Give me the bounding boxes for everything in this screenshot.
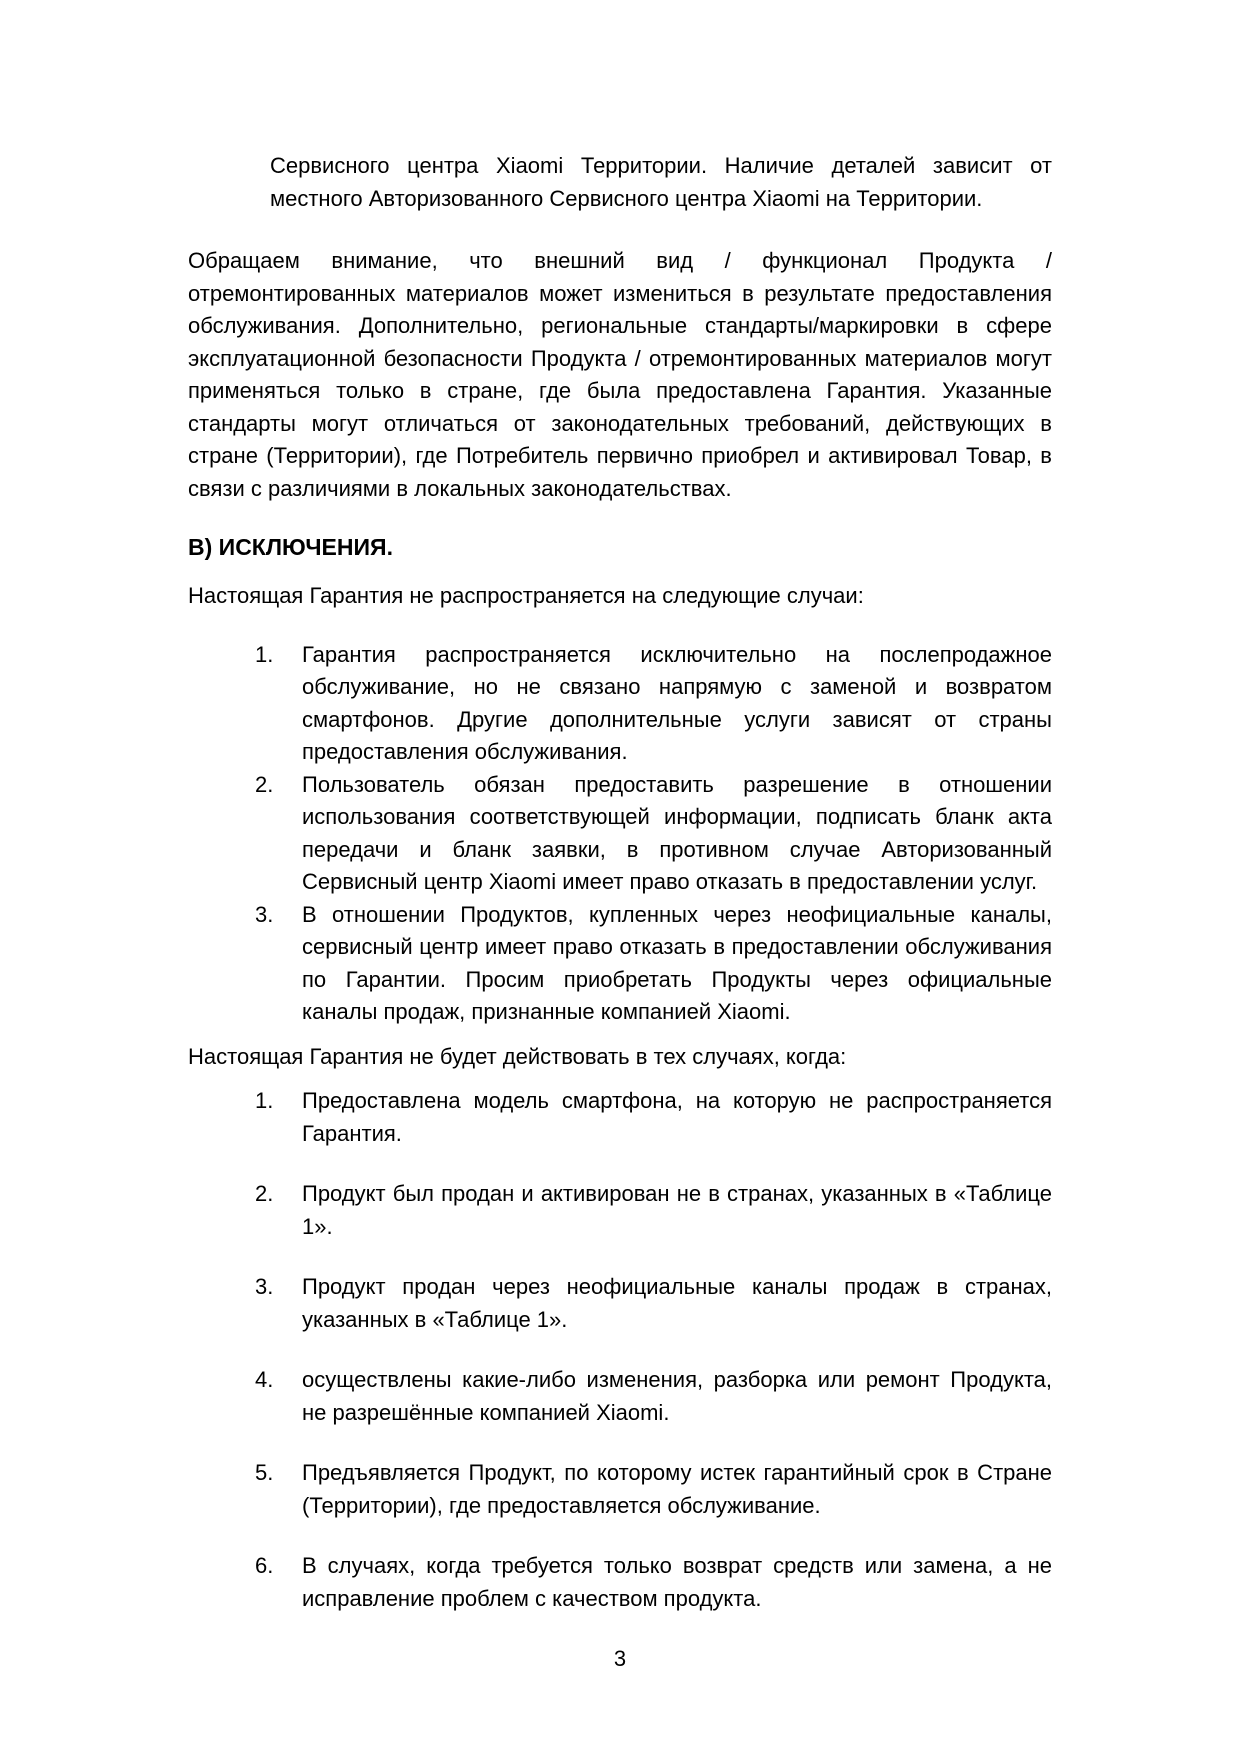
exclusions-intro: Настоящая Гарантия не распространяется на следующие случаи:	[188, 583, 864, 608]
section-heading-exclusions: В) ИСКЛЮЧЕНИЯ.	[188, 534, 393, 560]
list-item-number: 3.	[255, 1274, 274, 1299]
list-item-text: Предъявляется Продукт, по которому истек гарантийный срок в Стране (Территории), где предоставляется обслуживание.	[302, 1460, 1052, 1518]
list-item-number: 5.	[255, 1460, 274, 1485]
list-item	[188, 1550, 1052, 1615]
list-item-text: Предоставлена модель смартфона, на которую не распространяется Гарантия.	[302, 1088, 1052, 1146]
list-item-text: Пользователь обязан предоставить разрешение в отношении использования соответствующей информации, подписать бланк акта передачи и бланк заявки, в противном случае Авторизованный Сервисный центр Xiaomi имеет право отказать в предоставлении услуг.	[302, 771, 1052, 894]
list-item-number: 6.	[255, 1553, 274, 1578]
intro-continuation-paragraph: Сервисного центра Xiaomi Территории. Наличие деталей зависит от местного Авторизованного Сервисного центра Xiaomi на Территории.	[270, 153, 1052, 211]
list-item	[188, 1271, 1052, 1336]
list-item-text: В отношении Продуктов, купленных через неофициальные каналы, сервисный центр имеет право отказать в предоставлении обслуживания по Гарантии. Просим приобретать Продукты через официальные каналы продаж, признанные компанией Xiaomi.	[302, 901, 1052, 1024]
list-item-number: 2.	[255, 1181, 274, 1206]
list-item	[188, 899, 1052, 1029]
list-item-number: 1.	[255, 641, 274, 667]
list-item	[188, 1457, 1052, 1522]
list-item	[188, 639, 1052, 769]
list-item-text: Гарантия распространяется исключительно на послепродажное обслуживание, но не связано напрямую с заменой и возвратом смартфонов. Другие дополнительные услуги зависят от страны предоставления обслуживания.	[302, 641, 1052, 764]
list-item-text: Продукт был продан и активирован не в странах, указанных в «Таблице 1».	[302, 1181, 1052, 1239]
list-item	[188, 1178, 1052, 1243]
list-item	[188, 1085, 1052, 1150]
void-intro: Настоящая Гарантия не будет действовать в тех случаях, когда:	[188, 1043, 847, 1069]
list-item-number: 2.	[255, 771, 274, 797]
list-item-number: 4.	[255, 1367, 274, 1392]
exclusions-list	[188, 639, 1052, 1029]
notice-paragraph: Обращаем внимание, что внешний вид / функционал Продукта / отремонтированных материалов может измениться в результате предоставления обслуживания. Дополнительно, региональные стандарты/маркировки в сфере эксплуатационной безопасности Продукта / отремонтированных материалов могут применяться только в стране, где была предоставлена Гарантия. Указанные стандарты могут отличаться от законодательных требований, действующих в стране (Территории), где Потребитель первично приобрел и активировал Товар, в связи с различиями в локальных законодательствах.	[188, 248, 1052, 501]
void-cases-list	[188, 1085, 1052, 1615]
page-number: 3	[613, 1646, 627, 1671]
list-item-number: 1.	[255, 1088, 274, 1113]
list-item	[188, 1364, 1052, 1429]
list-item-text: В случаях, когда требуется только возврат средств или замена, а не исправление проблем с качеством продукта.	[302, 1553, 1052, 1611]
list-item-text: Продукт продан через неофициальные каналы продаж в странах, указанных в «Таблице 1».	[302, 1274, 1052, 1332]
list-item-number: 3.	[255, 901, 274, 927]
list-item	[188, 769, 1052, 899]
list-item-text: осуществлены какие-либо изменения, разборка или ремонт Продукта, не разрешённые компанией Xiaomi.	[302, 1367, 1052, 1425]
